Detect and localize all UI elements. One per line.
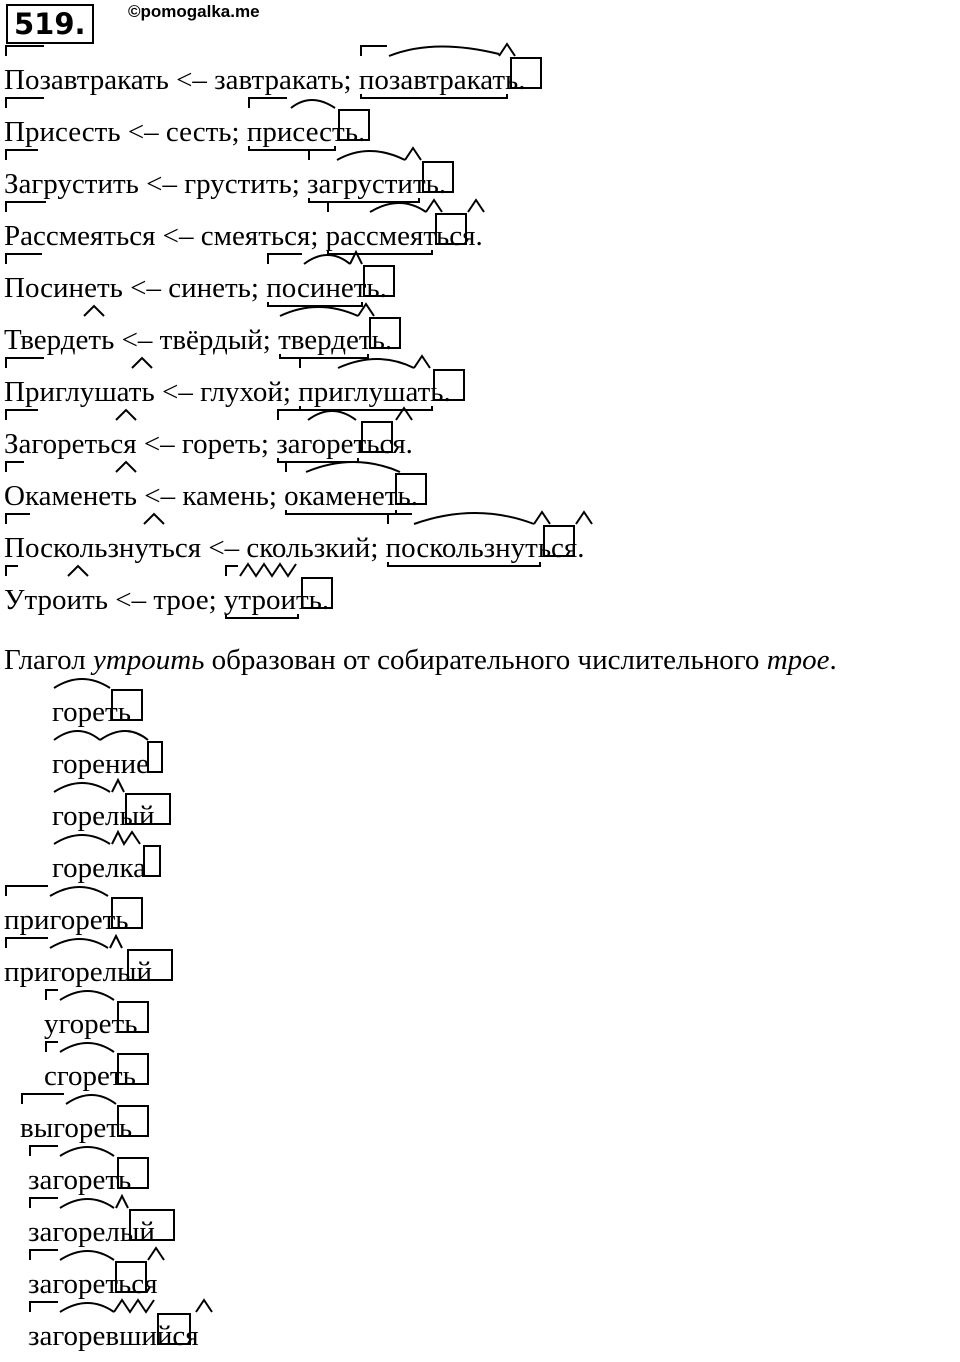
source-word: завтракать [214,64,344,96]
derivation-line: Позавтракать <– завтракать; позавтракать . [4,54,526,106]
derived-verb: Поскользнуться [4,522,201,574]
morpheme-analysis: твердеть [278,314,385,366]
derivation-arrow: <– [208,532,240,564]
morpheme-analysis: утроить [224,574,322,626]
morpheme-analysis: загрустить [307,158,439,210]
derivation-line: Рассмеяться <– смеяться; рассмеяться . [4,210,483,262]
derivation-arrow: <– [115,584,147,616]
word-family-item: пригорелый [4,946,152,998]
word-family-item: сгореть [44,1050,136,1102]
morpheme-analysis: окаменеть [284,470,411,522]
derivation-line: Загрустить <– грустить; загрустить . [4,158,446,210]
derivation-line: Посинеть <– синеть; посинеть . [4,262,387,314]
explanatory-note: Глагол утроить образован от собирательного числительного трое. [4,644,837,676]
word-family-item: загорелый [28,1206,155,1258]
derivation-line: Присесть <– сесть; присесть . [4,106,365,158]
morpheme-analysis: присесть [247,106,358,158]
word-family-item: угореть [44,998,137,1050]
derived-verb: Рассмеяться [4,210,155,262]
source-word: камень [182,480,269,512]
source-word: твёрдый [159,324,263,356]
derivation-arrow: <– [176,64,207,96]
watermark: ©pomogalka.me [128,2,260,21]
derivation-line: Твердеть <– твёрдый; твердеть . [4,314,392,366]
word-family-item: гореть [52,686,131,738]
word-family-item: горелый [52,790,155,842]
derivation-arrow: <– [121,324,153,356]
derivation-arrow: <– [161,376,193,408]
derivation-arrow: <– [162,220,194,252]
derivation-arrow: <– [144,480,176,512]
morpheme-analysis: посинеть [266,262,379,314]
derivation-line: Приглушать <– глухой; приглушать . [4,366,451,418]
derivation-arrow: <– [143,428,175,460]
morpheme-analysis: загореться [276,418,405,470]
derivation-arrow: <– [127,116,159,148]
word-family-item: загореться [28,1258,157,1310]
derived-verb: Приглушать [4,366,155,418]
word-family-item: загореть [28,1154,131,1206]
word-family-item: выгореть [20,1102,132,1154]
derived-verb: Загореться [4,418,137,470]
derived-verb: Присесть [4,106,121,158]
source-word: сесть [165,116,232,148]
italic-term: утроить [92,644,205,676]
morpheme-analysis: рассмеяться [326,210,476,262]
source-word: смеяться [200,220,311,252]
derivation-arrow: <– [146,168,177,200]
derived-verb: Загрустить [4,158,139,210]
source-word: глухой [200,376,283,408]
morpheme-analysis: поскользнуться [386,522,578,574]
source-word: гореть [181,428,261,460]
derivation-arrow: <– [130,272,161,304]
derived-verb: Утроить [4,574,108,626]
derivation-line: Загореться <– гореть; загореться . [4,418,413,470]
source-word: трое [153,584,209,616]
word-family-item: горелка [52,842,146,894]
source-word: скользкий [246,532,371,564]
source-word: синеть [168,272,251,304]
word-family-item: горение [52,738,149,790]
word-family-item: загоревшийся [28,1310,199,1362]
derivation-line: Поскользнуться <– скользкий; поскользнуться . [4,522,585,574]
derived-verb: Твердеть [4,314,114,366]
morpheme-analysis: приглушать [298,366,443,418]
word-family-item: пригореть [4,894,128,946]
derived-verb: Окаменеть [4,470,137,522]
task-number: 519. [6,4,94,44]
derived-verb: Позавтракать [4,54,169,106]
derivation-line: Утроить <– трое; утроить . [4,574,329,626]
derivation-line: Окаменеть <– камень; окаменеть . [4,470,418,522]
source-word: грустить [184,168,292,200]
italic-term: трое [766,644,830,676]
morpheme-analysis: позавтракать [359,54,518,106]
derived-verb: Посинеть [4,262,123,314]
